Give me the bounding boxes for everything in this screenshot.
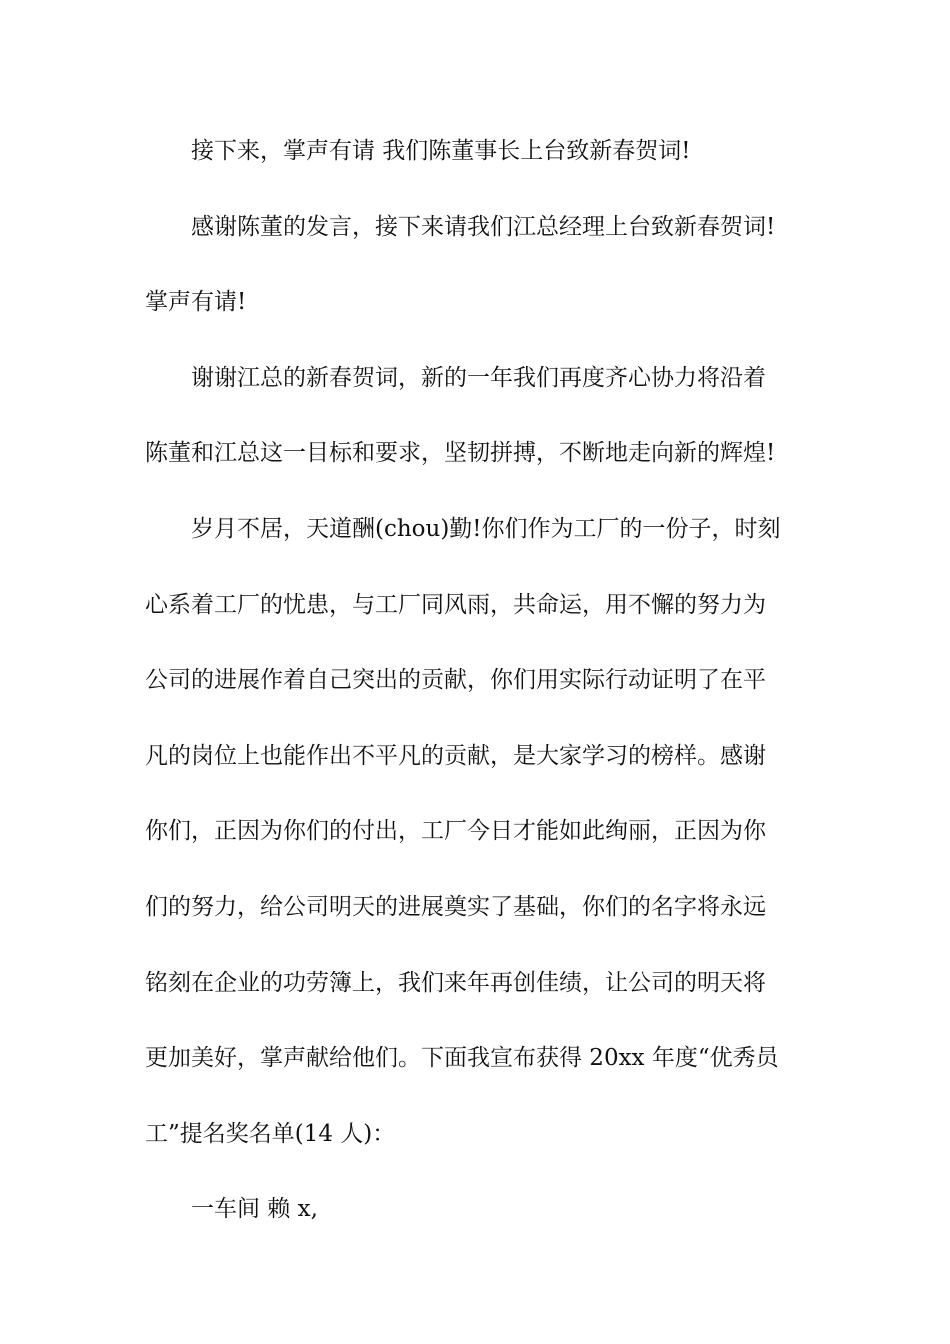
text-line: 铭刻在企业的功劳簿上，我们来年再创佳绩，让公司的明天将	[145, 969, 766, 996]
text-line: 心系着工厂的忧患，与工厂同风雨，共命运，用不懈的努力为	[145, 591, 766, 618]
text-line: 岁月不居，天道酬(chou)勤!你们作为工厂的一份子，时刻	[191, 515, 781, 542]
text-line: 掌声有请!	[145, 289, 247, 316]
document-body	[145, 128, 810, 1262]
text-line: 工”提名奖名单(14 人)：	[145, 1120, 396, 1147]
text-line: 接下来，掌声有请 我们陈董事长上台致新春贺词!	[191, 138, 691, 164]
text-line: 谢谢江总的新春贺词，新的一年我们再度齐心协力将沿着	[191, 364, 766, 391]
text-line: 你们，正因为你们的付出，工厂今日才能如此绚丽，正因为你	[145, 818, 766, 845]
text-line: 陈董和江总这一目标和要求，坚韧拼搏，不断地走向新的辉煌!	[145, 440, 776, 467]
text-line: 更加美好，掌声献给他们。下面我宣布获得 20xx 年度“优秀员	[145, 1045, 779, 1072]
text-line: 公司的进展作着自己突出的贡献，你们用实际行动证明了在平	[145, 667, 766, 694]
text-line: 们的努力，给公司明天的进展奠实了基础，你们的名字将永远	[145, 893, 766, 920]
text-line: 凡的岗位上也能作出不平凡的贡献，是大家学习的榜样。感谢	[145, 742, 766, 769]
text-line: 一车间 赖 x,	[191, 1196, 318, 1223]
text-line: 感谢陈董的发言，接下来请我们江总经理上台致新春贺词!	[191, 213, 776, 240]
